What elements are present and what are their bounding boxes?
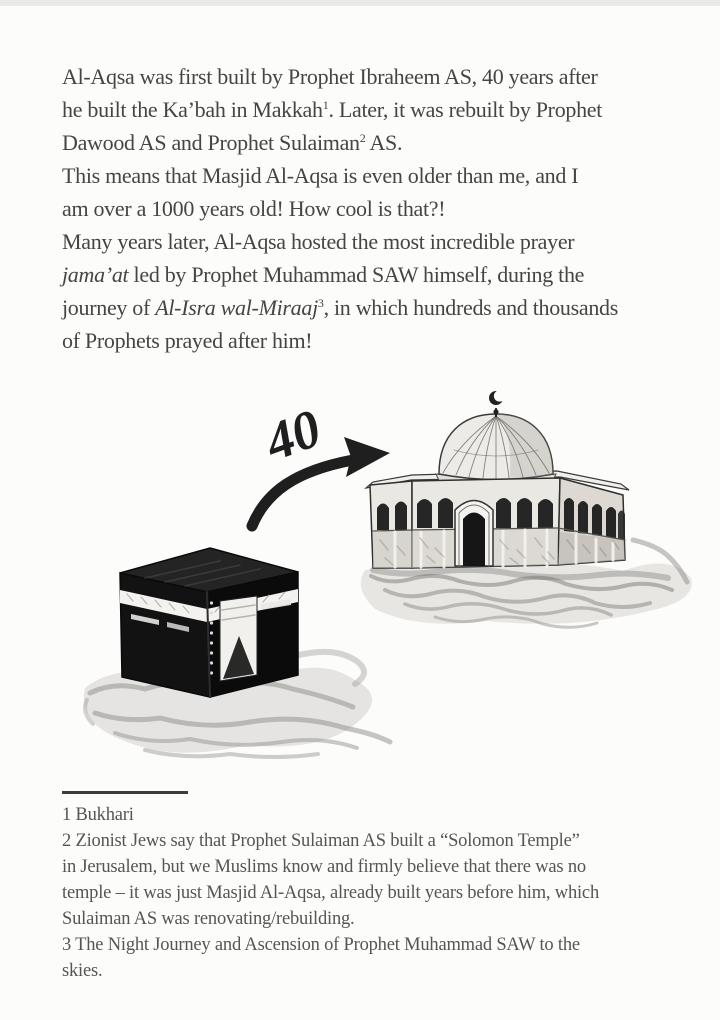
body-text [62, 60, 672, 357]
text-segment: . Later, it was rebuilt by Prophet [328, 97, 603, 122]
text-segment: , in which hundreds and thousands [323, 295, 618, 320]
text-line [62, 225, 672, 258]
text-segment: of Prophets prayed after him! [62, 328, 313, 353]
text-segment: AS. [365, 130, 403, 155]
text-segment: led by Prophet Muhammad SAW himself, during the [128, 262, 585, 287]
text-line [62, 93, 672, 126]
text-segment: he built the Ka’bah in Makkah [62, 97, 323, 122]
text-segment: 2 Zionist Jews say that Prophet Sulaiman AS built a “Solomon Temple” [62, 831, 580, 851]
text-line [62, 828, 692, 854]
text-line [62, 958, 692, 984]
text-segment: journey of [62, 295, 156, 320]
dome-of-the-rock-sketch [361, 390, 692, 627]
kaaba-to-aqsa-illustration [55, 388, 700, 773]
footnote-marker: 1 [322, 98, 329, 112]
footnote-marker: 2 [359, 131, 366, 145]
footnote-marker: 3 [317, 296, 324, 310]
text-segment: This means that Masjid Al-Aqsa is even older than me, and I [62, 163, 579, 188]
text-line [62, 880, 692, 906]
text-line [62, 291, 672, 324]
text-segment: skies. [62, 961, 103, 981]
text-segment: in Jerusalem, but we Muslims know and firmly believe that there was no [62, 857, 586, 877]
text-line [62, 324, 672, 357]
footnote-divider [62, 791, 188, 794]
text-line [62, 159, 672, 192]
text-line [62, 906, 692, 932]
crescent-icon [489, 390, 505, 416]
text-segment: Many years later, Al-Aqsa hosted the most incredible prayer [62, 229, 575, 254]
text-segment: Dawood AS and Prophet Sulaiman [62, 130, 360, 155]
text-line [62, 932, 692, 958]
text-segment: 1 Bukhari [62, 805, 134, 825]
text-line [62, 126, 672, 159]
text-segment: Al-Aqsa was first built by Prophet Ibraheem AS, 40 years after [62, 64, 598, 89]
text-line [62, 854, 692, 880]
text-line [62, 192, 672, 225]
text-line [62, 802, 692, 828]
text-line [62, 60, 672, 93]
text-segment: Sulaiman AS was renovating/rebuilding. [62, 909, 355, 929]
text-segment-italic: Al-Isra wal-Miraaj [155, 295, 318, 320]
text-segment: 3 The Night Journey and Ascension of Prophet Muhammad SAW to the [62, 935, 580, 955]
text-segment: temple – it was just Masjid Al-Aqsa, already built years before him, which [62, 883, 599, 903]
text-line [62, 258, 672, 291]
text-segment-italic: jama’at [62, 262, 129, 287]
footnotes [62, 802, 692, 984]
kaaba-sketch [84, 548, 390, 757]
text-segment: am over a 1000 years old! How cool is that?! [62, 196, 446, 221]
kaaba-door [220, 596, 257, 681]
label-40: 40 [257, 397, 329, 473]
scan-edge-strip [0, 0, 720, 6]
